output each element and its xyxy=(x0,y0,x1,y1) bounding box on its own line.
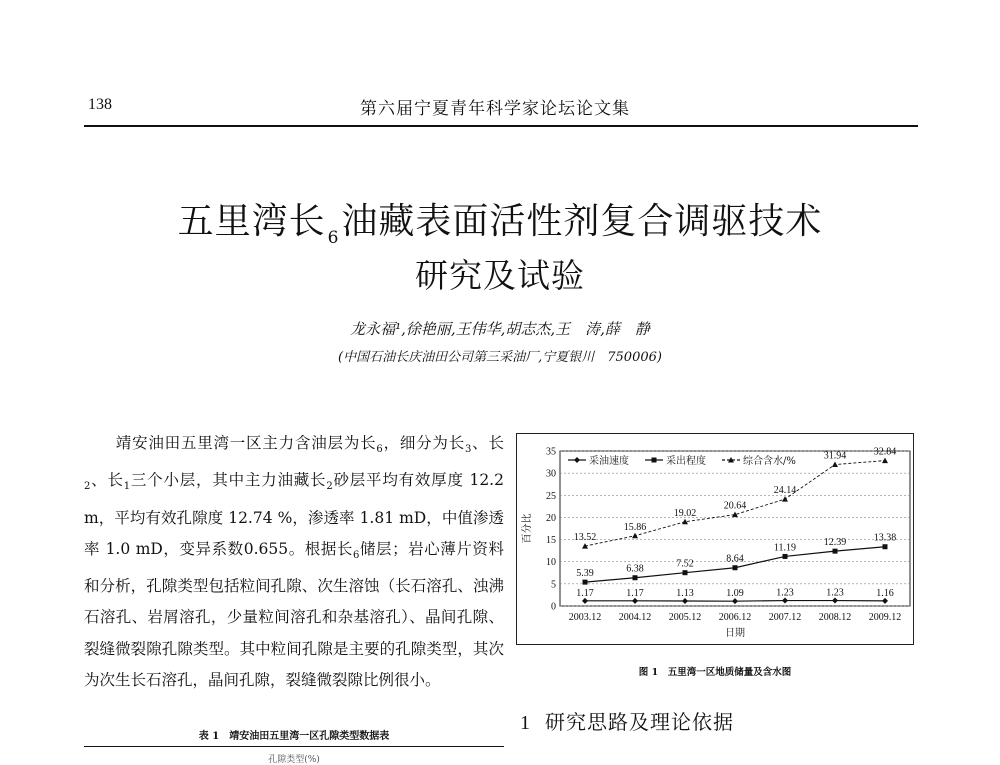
table-header-fragment: 孔隙类型(%) xyxy=(268,755,320,765)
data-label: 1.09 xyxy=(726,588,744,600)
legend-marker xyxy=(574,457,580,463)
legend-label: 综合含水/% xyxy=(743,456,796,467)
data-point xyxy=(783,554,788,559)
x-axis-label: 日期 xyxy=(725,628,745,639)
body-text-g: 储层；岩心薄片资料和分析，孔隙类型包括粒间孔隙、次生溶蚀（长石溶孔、浊沸石溶孔、岩屑溶孔，少量粒间溶孔和杂基溶孔）、晶间孔隙、裂缝微裂隙孔隙类型。其中粒间孔隙是主要的孔隙类型，其次为次生长石溶孔，晶间孔隙，裂缝微裂隙比例很小。 xyxy=(84,539,504,689)
header-rule xyxy=(84,125,918,127)
data-label: 19.02 xyxy=(673,507,697,519)
paper-title-line-2: 研究及试验 xyxy=(415,256,585,295)
y-tick-label: 35 xyxy=(546,446,556,458)
subscript: 6 xyxy=(352,549,360,561)
page-number: 138 xyxy=(88,96,112,113)
y-tick-label: 30 xyxy=(546,468,556,480)
y-tick-label: 15 xyxy=(546,535,556,547)
title-subscript: 6 xyxy=(327,228,340,248)
y-tick-label: 25 xyxy=(546,490,556,502)
x-tick-label: 2004.12 xyxy=(618,612,652,623)
table-caption: 表 1 靖安油田五里湾一区孔隙类型数据表 xyxy=(198,731,390,742)
data-point xyxy=(883,544,888,549)
y-tick-label: 20 xyxy=(546,512,556,524)
data-point xyxy=(833,549,838,554)
data-label: 1.23 xyxy=(826,587,844,599)
data-point xyxy=(782,496,788,502)
data-point xyxy=(882,458,888,464)
x-tick-label: 2008.12 xyxy=(818,612,852,623)
author-list: 龙永福¹,徐艳丽,王伟华,胡志杰,王 涛,薛 静 xyxy=(350,320,650,338)
body-text-e: 三个小层，其中主力油藏长 xyxy=(130,471,327,490)
section-number: 1 xyxy=(520,712,531,734)
line-chart xyxy=(516,433,914,645)
data-label: 31.94 xyxy=(823,450,847,462)
body-text-d: 、长 xyxy=(90,471,124,490)
data-label: 13.38 xyxy=(873,532,897,544)
body-text-b: ，细分为长 xyxy=(382,434,466,452)
subscript: 1 xyxy=(123,481,131,493)
data-point xyxy=(733,565,738,570)
data-label: 1.17 xyxy=(576,587,594,599)
data-label: 11.19 xyxy=(773,542,797,554)
body-paragraph xyxy=(84,428,504,696)
data-label: 32.84 xyxy=(873,446,897,458)
legend-label: 采油速度 xyxy=(589,456,629,467)
data-label: 1.16 xyxy=(876,587,894,599)
affiliation: (中国石油长庆油田公司第三采油厂,宁夏银川 750006) xyxy=(338,350,662,365)
section-heading xyxy=(520,706,734,735)
subscript: 3 xyxy=(465,444,472,456)
data-label: 1.17 xyxy=(626,587,644,599)
figure-caption: 图 1 五里湾一区地质储量及含水图 xyxy=(638,667,792,678)
subscript: 2 xyxy=(84,481,91,493)
x-tick-label: 2006.12 xyxy=(718,612,752,623)
section-title: 研究思路及理论依据 xyxy=(545,710,734,734)
data-label: 1.13 xyxy=(676,587,694,599)
data-label: 24.14 xyxy=(773,485,797,497)
data-point xyxy=(832,462,838,468)
data-label: 12.39 xyxy=(823,537,847,549)
body-text-f: 砂层平均有效厚度 12.2 m，平均有效孔隙度 12.74 %，渗透率 1.81 mD，中值渗透率 1.0 mD，变异系数0.655。根据长 xyxy=(84,471,504,558)
x-tick-label: 2003.12 xyxy=(568,612,602,623)
table-top-rule xyxy=(84,746,504,747)
title-text-pre: 五里湾长 xyxy=(177,201,326,242)
x-tick-label: 2009.12 xyxy=(868,612,902,623)
subscript: 6 xyxy=(376,444,383,456)
data-label: 5.39 xyxy=(576,568,594,580)
data-label: 6.38 xyxy=(626,563,644,575)
data-point xyxy=(583,580,588,585)
data-point xyxy=(632,533,638,539)
y-axis-label: 百分比 xyxy=(522,513,533,544)
body-text-c: 、长 xyxy=(471,434,504,452)
title-text-post: 油藏表面活性剂复合调驱技术 xyxy=(341,201,823,242)
running-head: 第六届宁夏青年科学家论坛论文集 xyxy=(360,99,630,119)
body-text-a: 靖安油田五里湾一区主力含油层为长 xyxy=(115,434,377,452)
data-point xyxy=(633,575,638,580)
data-label: 8.64 xyxy=(726,553,744,565)
legend-label: 采出程度 xyxy=(666,456,706,467)
plot-area xyxy=(560,451,910,606)
data-label: 15.86 xyxy=(623,521,647,533)
y-tick-label: 10 xyxy=(546,557,556,569)
y-tick-label: 0 xyxy=(551,601,556,613)
subscript: 2 xyxy=(326,481,333,493)
x-tick-label: 2007.12 xyxy=(768,612,802,623)
data-label: 20.64 xyxy=(723,500,747,512)
legend-marker xyxy=(652,458,657,463)
data-label: 1.23 xyxy=(776,587,794,599)
paper-title-line-1 xyxy=(0,193,1000,248)
data-point xyxy=(683,570,688,575)
data-label: 13.52 xyxy=(573,532,597,544)
y-tick-label: 5 xyxy=(551,579,556,591)
data-label: 7.52 xyxy=(676,558,694,570)
x-tick-label: 2005.12 xyxy=(668,612,702,623)
